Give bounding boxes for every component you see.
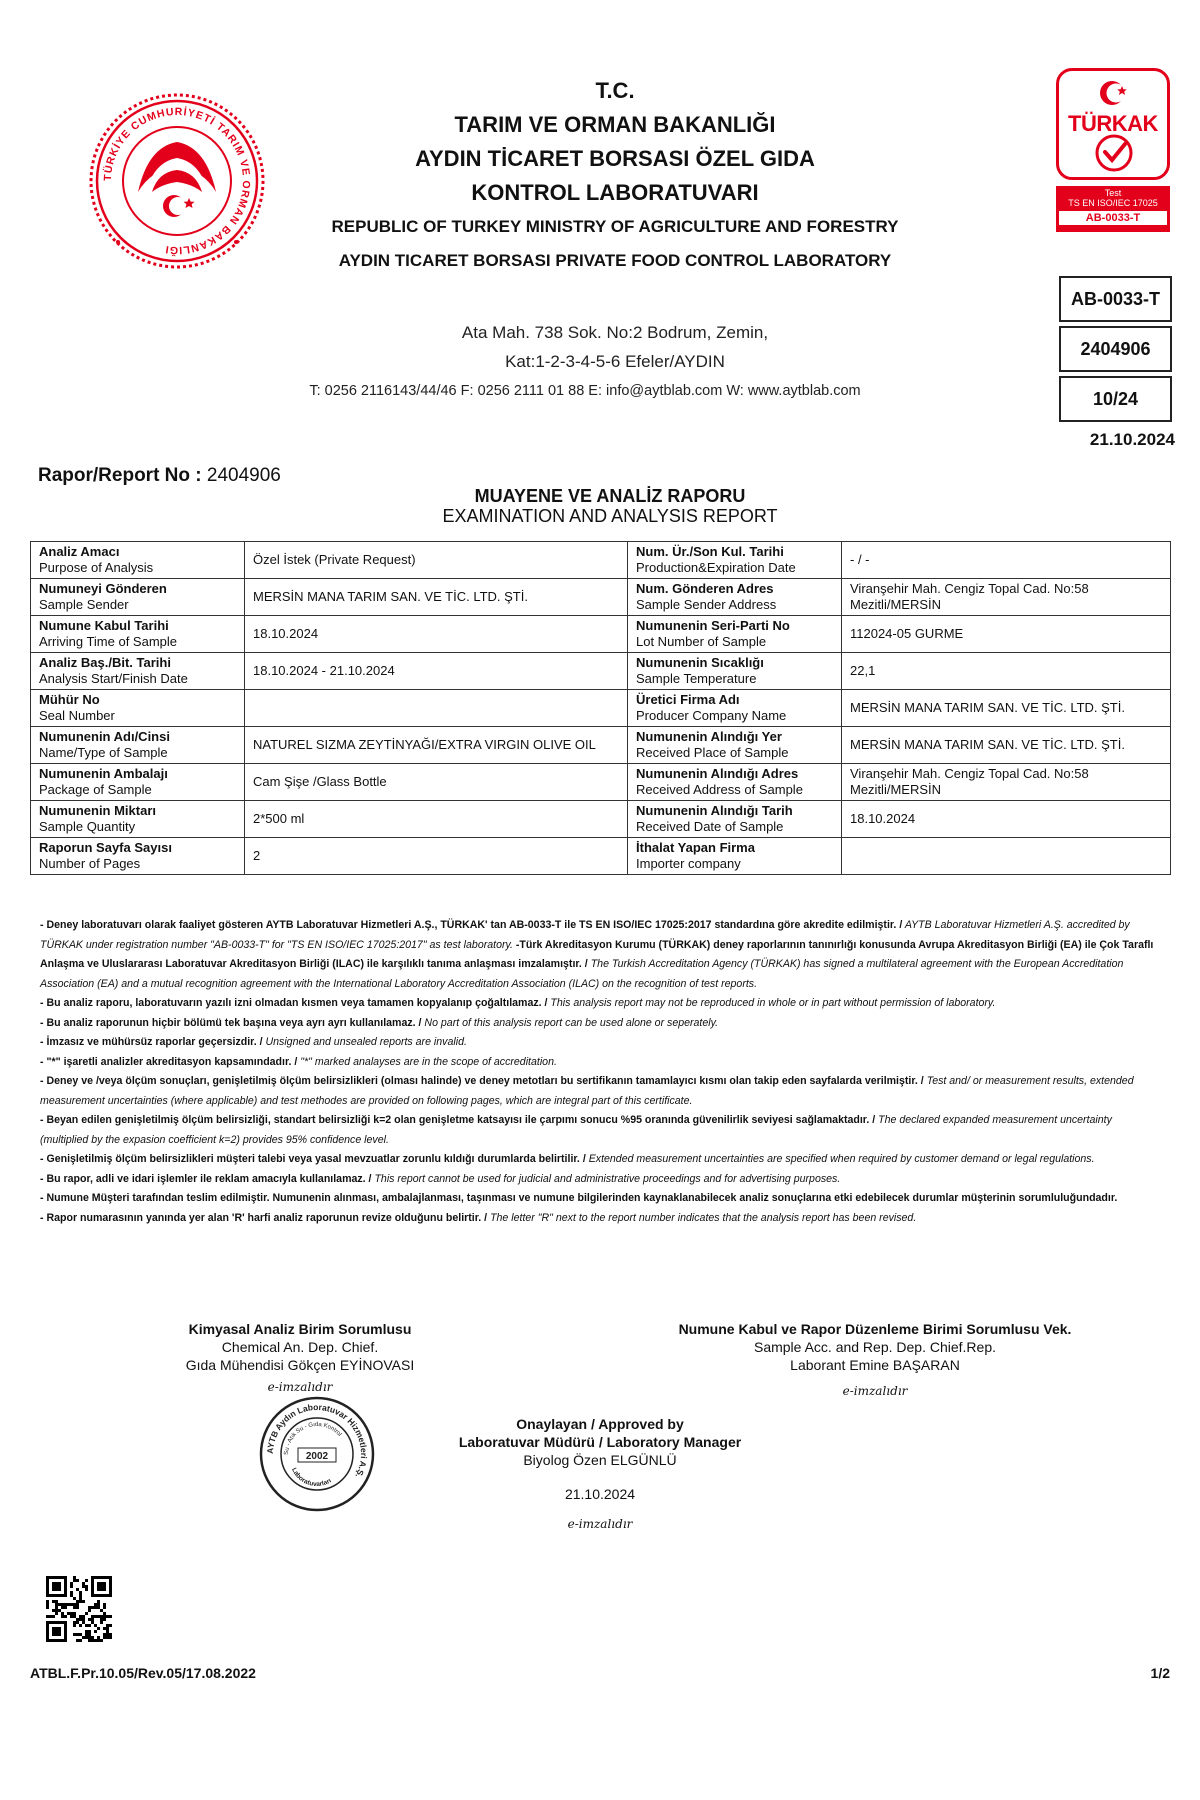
note-item (40, 1053, 1160, 1073)
left-value-cell: 2*500 ml (245, 801, 628, 838)
right-label-cell (628, 690, 842, 727)
right-label-tr: Num. Ür./Son Kul. Tarihi (636, 544, 784, 559)
left-e-signature: e-imzalıdır (267, 1380, 333, 1394)
header-ministry-tr: TARIM VE ORMAN BAKANLIĞI (454, 112, 776, 137)
left-signatory-title: Kimyasal Analiz Birim Sorumlusu (188, 1321, 412, 1337)
right-label-en: Received Address of Sample (636, 782, 803, 797)
form-code: ATBL.F.Pr.10.05/Rev.05/17.08.2022 (30, 1665, 256, 1681)
stamp-inner-bottom: Laboratuvarları (290, 1466, 333, 1489)
right-label-cell (628, 838, 842, 875)
approver-e-signature: e-imzalıdır (567, 1517, 633, 1531)
note-item (40, 916, 1160, 994)
right-label-en: Production&Expiration Date (636, 560, 796, 575)
right-label-cell (628, 727, 842, 764)
left-label-en: Seal Number (39, 708, 115, 723)
right-label-cell (628, 764, 842, 801)
info-row (31, 764, 1171, 801)
right-label-cell (628, 616, 842, 653)
note-item (40, 1170, 1160, 1190)
note-text-tr: - Deney ve /veya ölçüm sonuçları, genişletilmiş ölçüm belirsizlikleri (olması halinde) ve deney metotları bu sertifikanın tamamlayıcı kısmı olan takip eden sayfalarda verilmiştir. / (40, 1075, 924, 1087)
right-value-cell: 112024-05 GURME (842, 616, 1171, 653)
note-text-tr: - Beyan edilen genişletilmiş ölçüm belirsizliği, standart belirsizliği k=2 olan genişletme katsayısı ile çarpımı sonucu %95 oranında güvenilirlik seviyesi sağlamaktadır. / (40, 1114, 876, 1126)
left-label-cell (31, 616, 245, 653)
turkak-standard: TS EN ISO/IEC 17025 (1068, 198, 1158, 208)
note-item (40, 1189, 1160, 1209)
note-item (40, 1033, 1160, 1053)
note-item (40, 1209, 1160, 1229)
right-label-tr: Numunenin Alındığı Adres (636, 766, 799, 781)
right-label-cell (628, 653, 842, 690)
left-label-cell (31, 690, 245, 727)
right-label-tr: Numunenin Alındığı Yer (636, 729, 782, 744)
note-item (40, 1150, 1160, 1170)
left-value-cell: 18.10.2024 - 21.10.2024 (245, 653, 628, 690)
stamp-year: 2002 (305, 1451, 329, 1462)
left-label-en: Name/Type of Sample (39, 745, 168, 760)
right-value-cell: Viranşehir Mah. Cengiz Topal Cad. No:58 Mezitli/MERSİN (842, 579, 1171, 616)
note-text-tr: - Numune Müşteri tarafından teslim edilmiştir. Numunenin alınması, ambalajlanması, taşınması ve numune bilgilerinden kaynaklanabilecek analiz sonuçlarına etki edebilecek durumlar müşterinin sorumluluğundadır. (40, 1192, 1118, 1204)
report-number-label: Rapor/Report No : (38, 465, 202, 486)
note-text-en: The letter "R" next to the report number indicates that the analysis report has been revised. (487, 1211, 917, 1224)
left-label-cell (31, 579, 245, 616)
right-value-cell: 18.10.2024 (842, 801, 1171, 838)
right-label-en: Sample Temperature (636, 671, 757, 686)
left-label-tr: Raporun Sayfa Sayısı (39, 840, 172, 855)
right-value-cell (842, 838, 1171, 875)
info-row (31, 727, 1171, 764)
left-label-en: Arriving Time of Sample (39, 634, 177, 649)
left-label-tr: Numune Kabul Tarihi (39, 618, 169, 633)
note-text-en: This analysis report may not be reproduced in whole or in part without permission of laboratory. (547, 997, 996, 1009)
note-text-en: The Turkish Accreditation Agency (TÜRKAK) has signed a multilateral agreement with the European Accreditation Association (EA) and a mutual recognition agreement with the International Laboratory Accreditation Association (ILAC) on the recognition of test reports. (40, 958, 1124, 990)
page-number: 1/2 (1150, 1665, 1170, 1681)
left-value-cell: 2 (245, 838, 628, 875)
address-line-2: Kat:1-2-3-4-5-6 Efeler/AYDIN (505, 352, 725, 371)
left-label-en: Analysis Start/Finish Date (39, 671, 188, 686)
svg-text:Laboratuvarları (290, 1467, 333, 1488)
left-signatory-role: Chemical An. Dep. Chief. (221, 1339, 379, 1355)
left-label-cell (31, 764, 245, 801)
right-value-cell: 22,1 (842, 653, 1171, 690)
left-label-tr: Numuneyi Gönderen (39, 581, 167, 596)
left-label-cell (31, 653, 245, 690)
right-value-cell: Viranşehir Mah. Cengiz Topal Cad. No:58 Mezitli/MERSİN (842, 764, 1171, 801)
note-text-tr: - Bu rapor, adli ve idari işlemler ile reklam amacıyla kullanılamaz. / (40, 1172, 372, 1185)
report-date: 21.10.2024 (1089, 430, 1175, 449)
info-row (31, 653, 1171, 690)
right-label-tr: Üretici Firma Adı (636, 692, 740, 707)
note-text-tr: - Deney laboratuvarı olarak faaliyet gösteren AYTB Laboratuvar Hizmetleri A.Ş., TÜRKAK' tan AB-0033-T ile TS EN ISO/IEC 17025:2017 standardına göre akredite edilmiştir. / (40, 919, 903, 931)
stamp-inner-top: Su - Atık Su - Gıda Kontrol (283, 1421, 343, 1456)
right-label-cell (628, 801, 842, 838)
right-label-en: Importer company (636, 856, 741, 871)
left-value-cell: Cam Şişe /Glass Bottle (245, 764, 628, 801)
report-number-box: 2404906 (1059, 326, 1172, 372)
left-label-tr: Mühür No (39, 692, 100, 707)
turkak-test: Test (1104, 188, 1122, 198)
right-label-cell (628, 542, 842, 579)
header-lab-en: AYDIN TICARET BORSASI PRIVATE FOOD CONTROL LABORATORY (338, 251, 892, 270)
left-label-en: Package of Sample (39, 782, 152, 797)
note-text-en: Unsigned and unsealed reports are invalid. (262, 1036, 467, 1048)
right-label-tr: Numunenin Sıcaklığı (636, 655, 764, 670)
left-value-cell: Özel İstek (Private Request) (245, 542, 628, 579)
stamp-ring-text: AYTB Aydın Laboratuvar Hizmetleri A.Ş. (264, 1401, 370, 1480)
right-signatory-name: Laborant Emine BAŞARAN (790, 1357, 960, 1373)
header-lab-tr-1: AYDIN TİCARET BORSASI ÖZEL GIDA (415, 146, 815, 171)
turkak-logo (1056, 68, 1174, 236)
note-item (40, 1072, 1160, 1111)
note-text-en: "*" marked analayses are in the scope of accreditation. (297, 1055, 557, 1068)
qr-code (46, 1576, 112, 1642)
note-text-en: Test and/ or measurement results, extended measurement uncertainties (where applicable) and test methodes are provided on following pages, which are integral part of this certificate. (40, 1075, 1134, 1107)
left-label-tr: Analiz Baş./Bit. Tarihi (39, 655, 171, 670)
report-month-box: 10/24 (1059, 376, 1172, 422)
note-text-tr: - "*" işaretli analizler akreditasyon kapsamındadır. / (40, 1055, 298, 1068)
left-label-cell (31, 838, 245, 875)
info-row (31, 616, 1171, 653)
note-text-en: AYTB Laboratuvar Hizmetleri A.Ş. accredited by TÜRKAK under registration number "AB-0033-T" for "TS EN ISO/IEC 17025:2017" as test laboratory. (40, 919, 1130, 951)
right-label-tr: Numunenin Alındığı Tarih (636, 803, 793, 818)
note-text-tr: - Bu analiz raporu, laboratuvarın yazılı izni olmadan kısmen veya tamamen kopyalanıp çoğaltılamaz. / (40, 997, 548, 1009)
laboratory-stamp (258, 1395, 376, 1513)
approver-name: Biyolog Özen ELGÜNLÜ (523, 1452, 677, 1468)
header-tc: T.C. (595, 78, 635, 103)
note-item (40, 1014, 1160, 1034)
note-text-tr: - İmzasız ve mühürsüz raporlar geçersizdir. / (40, 1036, 263, 1048)
info-row (31, 801, 1171, 838)
left-value-cell (245, 690, 628, 727)
address-line-1: Ata Mah. 738 Sok. No:2 Bodrum, Zemin, (461, 323, 769, 342)
ministry-logo (88, 92, 266, 270)
left-label-tr: Numunenin Ambalajı (39, 766, 168, 781)
right-label-en: Received Place of Sample (636, 745, 789, 760)
note-text-en: This report cannot be used for judicial and administrative proceedings and for advertising purposes. (371, 1172, 841, 1185)
left-signatory-name: Gıda Mühendisi Gökçen EYİNOVASI (185, 1357, 415, 1373)
info-row (31, 542, 1171, 579)
note-text-tr: - Bu analiz raporunun hiçbir bölümü tek başına veya ayrı ayrı kullanılamaz. / (40, 1016, 422, 1029)
approver-role: Laboratuvar Müdürü / Laboratory Manager (458, 1434, 742, 1450)
header-lab-tr-2: KONTROL LABORATUVARI (471, 180, 759, 205)
accreditation-code-box: AB-0033-T (1059, 276, 1172, 322)
left-label-en: Sample Sender (39, 597, 129, 612)
report-notes (40, 916, 1160, 1228)
right-label-tr: İthalat Yapan Firma (636, 840, 755, 855)
report-title-en: EXAMINATION AND ANALYSIS REPORT (442, 506, 778, 526)
svg-text:AYTB Aydın Laboratuvar Hizmetl (265, 1402, 369, 1480)
left-value-cell: MERSİN MANA TARIM SAN. VE TİC. LTD. ŞTİ. (245, 579, 628, 616)
left-label-cell (31, 542, 245, 579)
right-value-cell: MERSİN MANA TARIM SAN. VE TİC. LTD. ŞTİ. (842, 727, 1171, 764)
left-value-cell: NATUREL SIZMA ZEYTİNYAĞI/EXTRA VIRGIN OLIVE OIL (245, 727, 628, 764)
left-label-tr: Numunenin Miktarı (39, 803, 157, 818)
right-signatory-role: Sample Acc. and Rep. Dep. Chief.Rep. (753, 1339, 997, 1355)
report-number-line (38, 465, 281, 487)
sample-info-table (30, 541, 1171, 875)
report-number-value: 2404906 (206, 465, 281, 486)
right-label-en: Producer Company Name (636, 708, 787, 723)
right-label-en: Received Date of Sample (636, 819, 784, 834)
right-label-en: Lot Number of Sample (636, 634, 767, 649)
note-text-en: Extended measurement uncertainties are specified when required by customer demand or legal regulations. (585, 1153, 1095, 1165)
note-text-tr: -Türk Akreditasyon Kurumu (TÜRKAK) deney raporlarının tanınırlığı konusunda Avrupa Akreditasyon Birliği (EA) ile Çok Taraflı Anlaşma ve Uluslararası Laboratuvar Akreditasyon Birliği (ILAC) ile karşılıklı tanıma anlaşması imzalamıştır. / (40, 938, 1154, 970)
ministry-logo-text: TÜRKİYE CUMHURİYETİ TARIM VE ORMAN BAKANLIĞI (101, 105, 253, 257)
note-item (40, 1111, 1160, 1150)
note-text-tr: - Rapor numarasının yanında yer alan 'R' harfi analiz raporunun revize olduğunu belirtir. / (40, 1211, 488, 1224)
note-text-en: No part of this analysis report can be used alone or seperately. (421, 1016, 719, 1029)
contact-line: T: 0256 2116143/44/46 F: 0256 2111 01 88 E: info@aytblab.com W: www.aytblab.com (309, 383, 861, 399)
turkak-name: TÜRKAK (1068, 111, 1158, 136)
left-value-cell: 18.10.2024 (245, 616, 628, 653)
approver-title: Onaylayan / Approved by (516, 1416, 684, 1432)
left-label-en: Sample Quantity (39, 819, 136, 834)
approval-date: 21.10.2024 (564, 1486, 636, 1502)
right-label-en: Sample Sender Address (636, 597, 777, 612)
report-title-tr: MUAYENE VE ANALİZ RAPORU (474, 486, 746, 506)
right-value-cell: - / - (842, 542, 1171, 579)
left-label-tr: Analiz Amacı (39, 544, 120, 559)
right-signatory-title: Numune Kabul ve Rapor Düzenleme Birimi Sorumlusu Vek. (678, 1321, 1072, 1337)
left-label-en: Purpose of Analysis (39, 560, 154, 575)
note-item (40, 994, 1160, 1014)
left-label-cell (31, 801, 245, 838)
left-label-tr: Numunenin Adı/Cinsi (39, 729, 170, 744)
info-row (31, 838, 1171, 875)
turkak-code: AB-0033-T (1059, 211, 1167, 225)
right-value-cell: MERSİN MANA TARIM SAN. VE TİC. LTD. ŞTİ. (842, 690, 1171, 727)
info-row (31, 579, 1171, 616)
header-ministry-en: REPUBLIC OF TURKEY MINISTRY OF AGRICULTURE AND FORESTRY (331, 217, 899, 236)
right-label-tr: Num. Gönderen Adres (636, 581, 774, 596)
left-label-en: Number of Pages (39, 856, 141, 871)
right-label-cell (628, 579, 842, 616)
right-e-signature: e-imzalıdır (842, 1384, 908, 1398)
note-text-tr: - Genişletilmiş ölçüm belirsizlikleri müşteri talebi veya yasal mevzuatlar zorunlu kıldığı durumlarda belirtilir. / (40, 1153, 586, 1165)
right-label-tr: Numunenin Seri-Parti No (636, 618, 790, 633)
left-label-cell (31, 727, 245, 764)
info-row (31, 690, 1171, 727)
note-text-en: The declared expanded measurement uncertainty (multiplied by the expasion coefficient k=2) provides 95% confidence level. (40, 1114, 1112, 1146)
